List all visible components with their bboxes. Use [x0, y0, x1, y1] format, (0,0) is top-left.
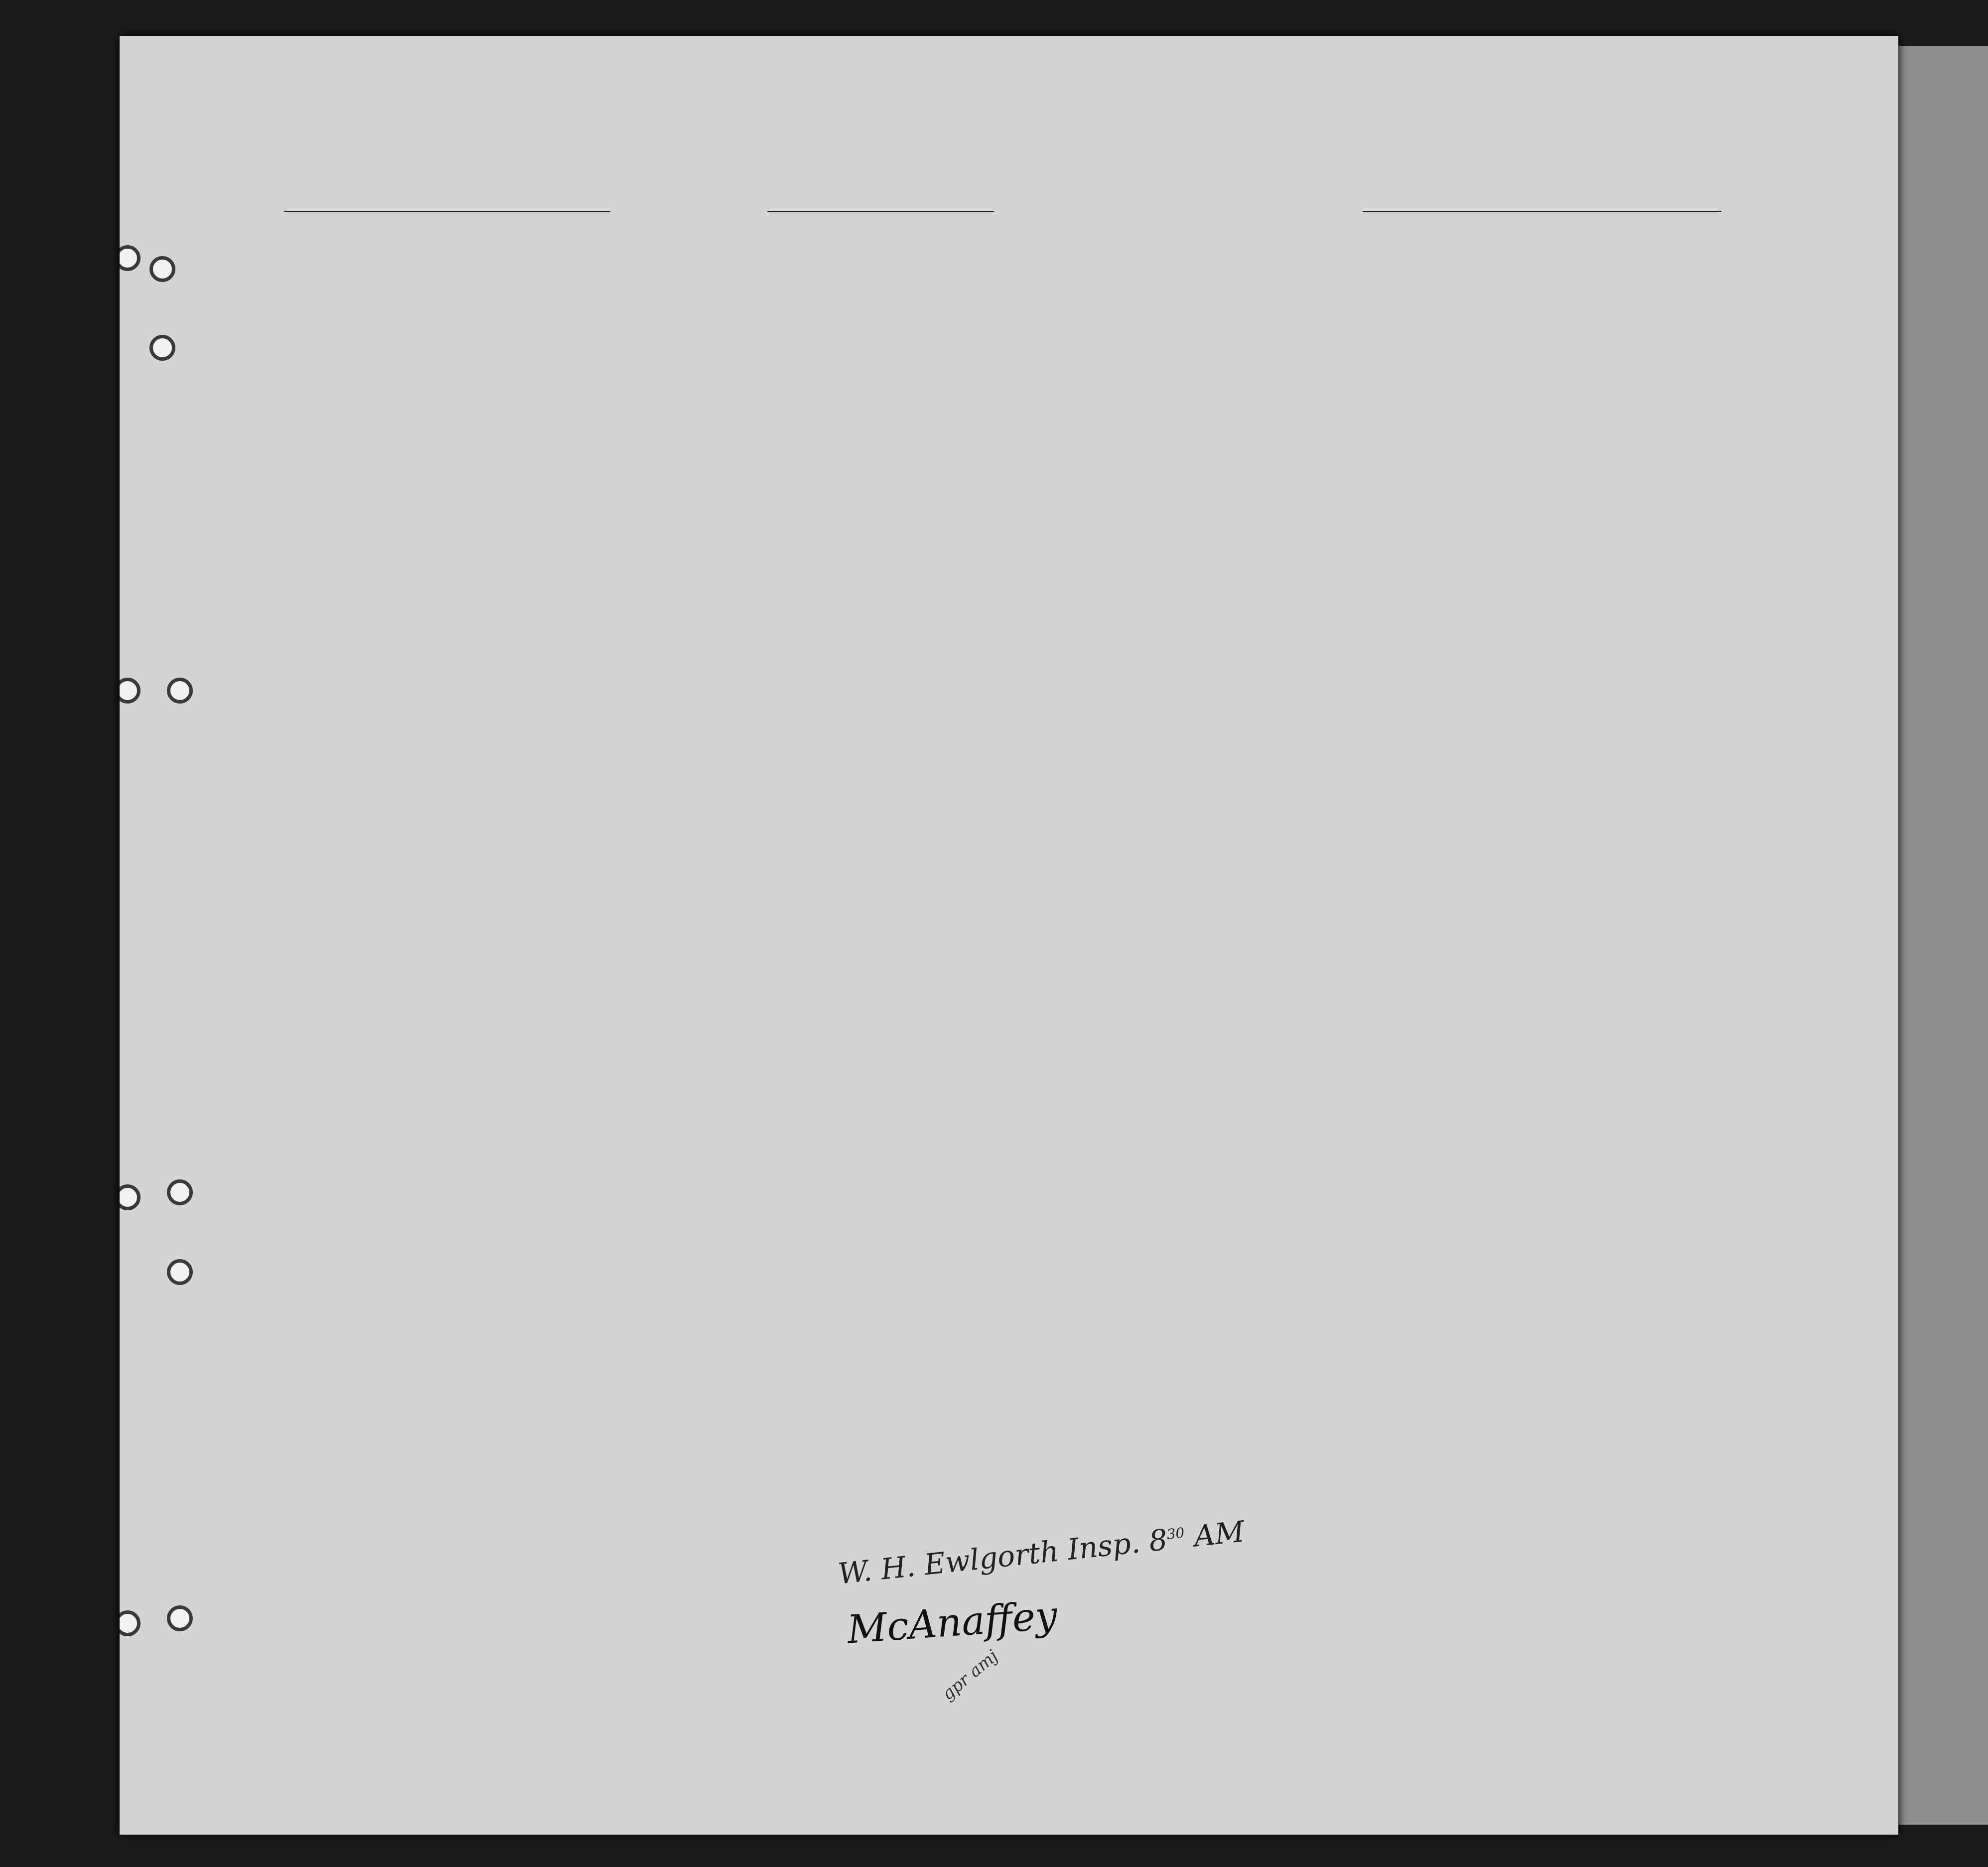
page-edge [1893, 46, 1988, 1825]
initials: gpr amj [938, 1646, 1002, 1705]
purser-signature: McAnaffey [846, 1593, 1059, 1653]
manifest-page [120, 36, 1898, 1835]
inspector-signature: W. H. Ewlgorth Insp. $8^{30}$ AM [836, 1514, 1246, 1591]
